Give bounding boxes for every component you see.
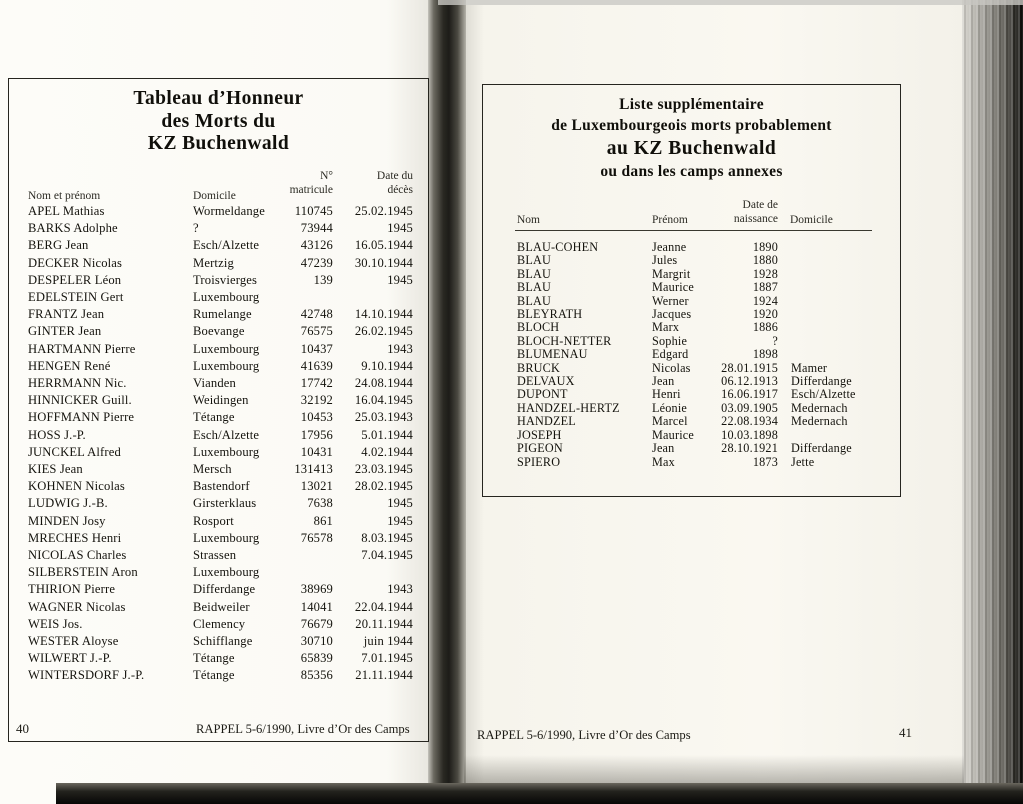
table-row [517, 281, 873, 294]
cell-deces: 25.03.1943 [354, 410, 413, 425]
cell-name: HOSS J.-P. [28, 427, 86, 442]
cell-domicile [778, 321, 873, 334]
table-row [28, 358, 413, 375]
cell-naissance: 22.08.1934 [721, 414, 778, 429]
cell-matricule: 861 [313, 513, 333, 528]
cell-nom: BLOCH-NETTER [517, 333, 612, 348]
cell-domicile: Weidingen [193, 393, 249, 408]
cell-deces: 1943 [387, 341, 413, 356]
cell-nom: BLAU [517, 280, 551, 295]
cell-deces: 1945 [387, 221, 413, 236]
table-row [517, 241, 873, 254]
cell-name: MINDEN Josy [28, 513, 106, 528]
cell-nom: BLOCH [517, 320, 560, 335]
cell-name: WINTERSDORF J.-P. [28, 668, 145, 683]
cell-matricule: 38969 [300, 582, 333, 597]
cell-matricule: 47239 [300, 255, 333, 270]
cell-prenom: Marcel [652, 414, 688, 429]
cell-name: FRANTZ Jean [28, 307, 105, 322]
table-row [28, 633, 413, 650]
table-row [28, 616, 413, 633]
cell-naissance: 06.12.1913 [721, 374, 778, 389]
right-page-bottom-shadow [464, 755, 964, 783]
cell-domicile [778, 295, 873, 308]
cell-domicile: Bastendorf [193, 479, 250, 494]
cell-domicile: Tétange [193, 410, 235, 425]
cell-prenom: Werner [652, 293, 689, 308]
cell-name: HERRMANN Nic. [28, 376, 127, 391]
cell-naissance: 1873 [752, 454, 778, 469]
cell-domicile: Strassen [193, 548, 237, 563]
cell-nom: BLEYRATH [517, 307, 583, 322]
table-row [517, 456, 873, 469]
table-row [517, 254, 873, 267]
cell-deces: 1945 [387, 513, 413, 528]
cell-matricule [275, 564, 333, 581]
cell-prenom: Max [652, 454, 675, 469]
cell-prenom: Henri [652, 387, 681, 402]
right-header-naissance-line2: naissance [733, 212, 778, 225]
left-page-number: 40 [16, 721, 29, 736]
cell-name: NICOLAS Charles [28, 548, 127, 563]
cell-name: HINNICKER Guill. [28, 393, 132, 408]
table-row [517, 335, 873, 348]
table-row [28, 427, 413, 444]
right-page-title [482, 94, 901, 182]
table-row [517, 375, 873, 388]
cell-domicile [778, 241, 873, 254]
left-header-matricule [278, 170, 333, 197]
cell-domicile [778, 348, 873, 361]
cell-matricule: 10453 [300, 410, 333, 425]
cell-nom: HANDZEL [517, 414, 576, 429]
table-row [28, 306, 413, 323]
left-title-line1: Tableau d’Honneur [133, 88, 304, 109]
table-row [517, 429, 873, 442]
cell-domicile: Vianden [193, 376, 236, 391]
cell-domicile: Mamer [791, 360, 828, 375]
cell-nom: BLAU [517, 266, 551, 281]
table-row [517, 442, 873, 455]
cell-deces: 9.10.1944 [361, 358, 413, 373]
right-table-body [517, 241, 873, 469]
left-header-deces [333, 170, 413, 197]
cell-nom: BRUCK [517, 360, 560, 375]
cell-prenom: Margrit [652, 266, 691, 281]
table-row [517, 388, 873, 401]
cell-prenom: Nicolas [652, 360, 691, 375]
cell-domicile: Medernach [791, 400, 848, 415]
cell-name: MRECHES Henri [28, 530, 122, 545]
cell-name: WAGNER Nicolas [28, 599, 126, 614]
table-row [517, 362, 873, 375]
cell-matricule: 14041 [300, 599, 333, 614]
cell-nom: HANDZEL-HERTZ [517, 400, 620, 415]
table-row [28, 409, 413, 426]
cell-name: APEL Mathias [28, 204, 105, 218]
cell-nom: PIGEON [517, 441, 563, 456]
cell-matricule [275, 289, 333, 306]
right-table [517, 241, 873, 469]
cell-matricule: 65839 [300, 651, 333, 666]
cell-domicile [778, 308, 873, 321]
cell-domicile [778, 268, 873, 281]
cell-prenom: Léonie [652, 400, 688, 415]
cell-matricule [275, 547, 333, 564]
cell-naissance: 1887 [752, 280, 778, 295]
cell-domicile [778, 281, 873, 294]
cell-deces: 21.11.1944 [355, 668, 413, 683]
scan-top-edge [438, 0, 1023, 5]
cell-domicile [778, 429, 873, 442]
left-header-domicile: Domicile [193, 190, 236, 202]
cell-domicile: Differdange [193, 582, 256, 597]
cell-nom: JOSEPH [517, 427, 562, 442]
cell-name: HOFFMANN Pierre [28, 410, 135, 425]
cell-domicile: Esch/Alzette [791, 387, 856, 402]
cell-deces: 30.10.1944 [354, 255, 413, 270]
cell-matricule: 10437 [300, 341, 333, 356]
table-row [28, 323, 413, 340]
cell-prenom: Edgard [652, 347, 689, 362]
cell-name: DECKER Nicolas [28, 255, 123, 270]
cell-domicile: Clemency [193, 616, 246, 631]
cell-domicile: Esch/Alzette [193, 427, 260, 442]
cell-deces [333, 289, 413, 306]
cell-prenom: Maurice [652, 427, 695, 442]
cell-domicile: Girsterklaus [193, 496, 257, 511]
cell-name: DESPELER Léon [28, 272, 122, 287]
cell-matricule: 10431 [300, 444, 333, 459]
cell-deces: 1943 [387, 582, 413, 597]
cell-deces: 1945 [387, 272, 413, 287]
cell-deces: 28.02.1945 [354, 479, 413, 494]
cell-name: KIES Jean [28, 462, 83, 477]
cell-prenom: Sophie [652, 333, 688, 348]
cell-deces: 14.10.1944 [354, 307, 413, 322]
table-row [517, 402, 873, 415]
table-row [28, 392, 413, 409]
table-row [28, 581, 413, 598]
right-header-domicile: Domicile [790, 214, 833, 226]
cell-deces: 25.02.1945 [354, 204, 413, 218]
right-header-naissance-line1: Date de [742, 199, 778, 211]
cell-nom: SPIERO [517, 454, 561, 469]
right-footer-journal: RAPPEL 5-6/1990, Livre d’Or des Camps [477, 728, 691, 742]
cell-matricule: 85356 [300, 668, 333, 683]
table-row [28, 513, 413, 530]
cell-domicile: Mertzig [193, 255, 234, 270]
table-row [28, 478, 413, 495]
cell-matricule: 76575 [300, 324, 333, 339]
cell-naissance: 16.06.1917 [721, 387, 778, 402]
cell-matricule: 131413 [294, 462, 333, 477]
cell-naissance: 1890 [752, 240, 778, 254]
cell-name: WESTER Aloyse [28, 634, 119, 649]
cell-name: WEIS Jos. [28, 616, 83, 631]
right-title-line1: Liste supplémentaire [619, 96, 764, 113]
table-row [28, 547, 413, 564]
left-header-deces-line2: décès [387, 183, 413, 196]
table-row [517, 415, 873, 428]
cell-matricule: 76578 [300, 530, 333, 545]
cell-prenom: Jean [652, 441, 675, 456]
cell-domicile: Luxembourg [193, 290, 260, 305]
cell-matricule: 30710 [300, 634, 333, 649]
right-header-nom: Nom [517, 214, 540, 226]
left-footer-journal: RAPPEL 5-6/1990, Livre d’Or des Camps [196, 722, 410, 736]
table-row [28, 599, 413, 616]
cell-name: BARKS Adolphe [28, 221, 118, 236]
cell-deces [333, 564, 413, 581]
cell-prenom: Jeanne [652, 240, 687, 254]
left-header-deces-line1: Date du [376, 170, 413, 182]
cell-domicile: Rumelange [193, 307, 252, 322]
cell-name: SILBERSTEIN Aron [28, 565, 138, 580]
cell-naissance: 28.01.1915 [721, 360, 778, 375]
right-header-naissance [706, 199, 778, 226]
cell-matricule: 139 [313, 272, 333, 287]
cell-name: JUNCKEL Alfred [28, 444, 121, 459]
cell-deces: 22.04.1944 [354, 599, 413, 614]
cell-naissance: 10.03.1898 [721, 427, 778, 442]
cell-name: BERG Jean [28, 238, 89, 253]
left-table [28, 203, 413, 685]
cell-domicile: Beidweiler [193, 599, 250, 614]
cell-deces: 5.01.1944 [361, 427, 413, 442]
cell-name: EDELSTEIN Gert [28, 290, 124, 305]
table-row [28, 667, 413, 684]
table-row [28, 650, 413, 667]
table-row [517, 321, 873, 334]
cell-domicile: Jette [791, 454, 815, 469]
cell-name: THIRION Pierre [28, 582, 116, 597]
cell-matricule: 17742 [300, 376, 333, 391]
cell-naissance: 1880 [752, 253, 778, 268]
cell-deces: 16.04.1945 [354, 393, 413, 408]
cell-domicile: Troisvierges [193, 272, 258, 287]
cell-domicile: Differdange [791, 441, 852, 456]
cell-deces: 7.04.1945 [361, 548, 413, 563]
table-row [517, 295, 873, 308]
cell-naissance: ? [772, 333, 778, 348]
right-title-line4: ou dans les camps annexes [600, 163, 783, 180]
cell-deces: 23.03.1945 [354, 462, 413, 477]
cell-domicile: Tétange [193, 651, 235, 666]
cell-domicile: Rosport [193, 513, 234, 528]
cell-domicile: Boevange [193, 324, 245, 339]
cell-matricule: 76679 [300, 616, 333, 631]
cell-deces: 24.08.1944 [354, 376, 413, 391]
table-row [28, 461, 413, 478]
cell-domicile: ? [193, 221, 199, 236]
cell-naissance: 1920 [752, 307, 778, 322]
cell-naissance: 1898 [752, 347, 778, 362]
cell-domicile: Esch/Alzette [193, 238, 260, 253]
left-header-name: Nom et prénom [28, 190, 101, 202]
cell-domicile: Luxembourg [193, 565, 260, 580]
cell-deces: 7.01.1945 [361, 651, 413, 666]
cell-matricule: 13021 [300, 479, 333, 494]
table-row [517, 268, 873, 281]
cell-prenom: Marx [652, 320, 680, 335]
table-row [28, 341, 413, 358]
cell-matricule: 7638 [307, 496, 333, 511]
left-table-body [28, 203, 413, 685]
cell-prenom: Maurice [652, 280, 695, 295]
table-row [28, 564, 413, 581]
table-row [28, 237, 413, 254]
cell-domicile: Luxembourg [193, 341, 260, 356]
right-header-prenom: Prénom [652, 214, 688, 226]
table-row [28, 530, 413, 547]
table-row [28, 375, 413, 392]
left-header-matricule-line2: matricule [289, 183, 333, 196]
cell-deces: 8.03.1945 [361, 530, 413, 545]
cell-name: WILWERT J.-P. [28, 651, 112, 666]
cell-matricule: 73944 [300, 221, 333, 236]
cell-nom: BLAU [517, 253, 551, 268]
cell-naissance: 03.09.1905 [721, 400, 778, 415]
cell-domicile: Differdange [791, 374, 852, 389]
cell-nom: DUPONT [517, 387, 568, 402]
right-title-line3: au KZ Buchenwald [606, 138, 777, 159]
cell-name: GINTER Jean [28, 324, 102, 339]
cell-deces: 16.05.1944 [354, 238, 413, 253]
right-page-number: 41 [899, 725, 912, 740]
cell-deces: juin 1944 [363, 634, 413, 649]
cell-deces: 1945 [387, 496, 413, 511]
table-row [517, 348, 873, 361]
left-title-line3: KZ Buchenwald [147, 133, 290, 154]
cell-domicile: Schifflange [193, 634, 253, 649]
table-row [28, 255, 413, 272]
table-row [28, 220, 413, 237]
cell-prenom: Jacques [652, 307, 692, 322]
cell-naissance: 28.10.1921 [721, 441, 778, 456]
cell-matricule: 17956 [300, 427, 333, 442]
cell-prenom: Jules [652, 253, 678, 268]
table-row [28, 444, 413, 461]
cell-prenom: Jean [652, 374, 675, 389]
cell-matricule: 32192 [300, 393, 333, 408]
cell-name: KOHNEN Nicolas [28, 479, 125, 494]
cell-matricule: 110745 [294, 204, 333, 218]
cell-matricule: 41639 [300, 358, 333, 373]
left-page-title [8, 88, 429, 156]
left-title-line2: des Morts du [161, 110, 276, 132]
table-row [28, 203, 413, 220]
table-row [517, 308, 873, 321]
left-header-matricule-line1: N° [320, 170, 333, 182]
cell-deces: 20.11.1944 [355, 616, 413, 631]
cell-name: HARTMANN Pierre [28, 341, 136, 356]
cell-domicile: Luxembourg [193, 358, 260, 373]
cell-domicile: Wormeldange [193, 204, 265, 218]
table-row [28, 495, 413, 512]
cell-domicile [778, 335, 873, 348]
cell-matricule: 43126 [300, 238, 333, 253]
table-row [28, 272, 413, 289]
cell-deces: 4.02.1944 [361, 444, 413, 459]
cell-deces: 26.02.1945 [354, 324, 413, 339]
book-gutter-shadow [428, 0, 466, 804]
cell-naissance: 1928 [752, 266, 778, 281]
cell-domicile: Mersch [193, 462, 232, 477]
table-row [28, 289, 413, 306]
cell-nom: BLUMENAU [517, 347, 588, 362]
book-fore-edge-pages [962, 0, 1023, 804]
right-title-line2: de Luxembourgeois morts probablement [551, 117, 832, 134]
cell-nom: DELVAUX [517, 374, 575, 389]
cell-domicile: Medernach [791, 414, 848, 429]
cell-matricule: 42748 [300, 307, 333, 322]
right-header-rule [515, 230, 872, 231]
cell-name: HENGEN René [28, 358, 111, 373]
cell-nom: BLAU [517, 293, 551, 308]
cell-domicile: Tétange [193, 668, 235, 683]
cell-domicile [778, 254, 873, 267]
cell-nom: BLAU-COHEN [517, 240, 599, 254]
cell-naissance: 1924 [752, 293, 778, 308]
cell-naissance: 1886 [752, 320, 778, 335]
cell-domicile: Luxembourg [193, 444, 260, 459]
cell-domicile: Luxembourg [193, 530, 260, 545]
cell-name: LUDWIG J.-B. [28, 496, 108, 511]
scan-bottom-shadow [56, 783, 1023, 804]
